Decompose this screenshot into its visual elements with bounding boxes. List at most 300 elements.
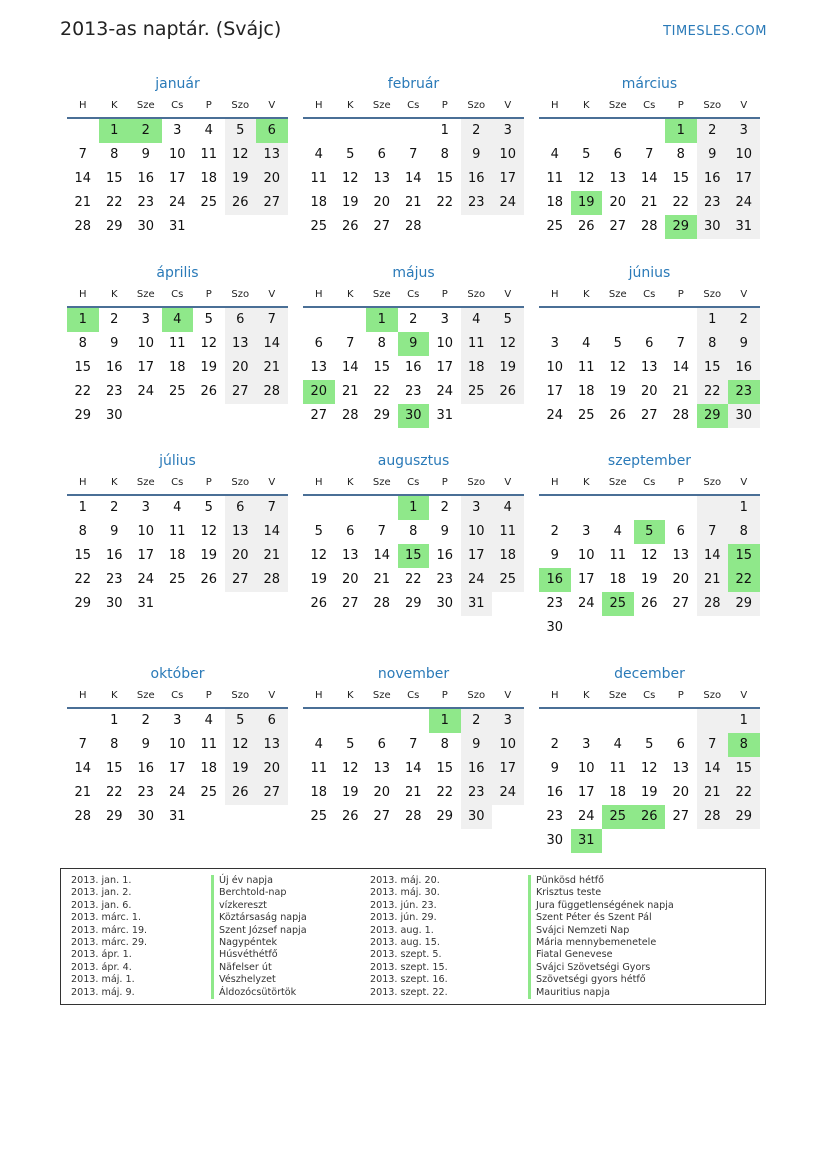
week-row [67, 568, 288, 592]
day-cell: 15 [672, 171, 690, 186]
day-cell: 1 [429, 709, 461, 733]
weekday-header [539, 685, 760, 709]
day-cell: 11 [310, 171, 328, 186]
week-row [67, 119, 288, 143]
day-cell: 13 [341, 548, 359, 563]
legend-holiday-name: Berchtold-nap [211, 887, 307, 899]
empty-cell [461, 404, 493, 428]
weekday-label: Cs [407, 100, 420, 111]
day-cell: 4 [314, 147, 323, 162]
week-row [67, 733, 288, 757]
day-cell: 16 [137, 171, 155, 186]
day-cell: 6 [346, 524, 355, 539]
weekday-label: Cs [643, 690, 656, 701]
day-cell: 7 [78, 737, 87, 752]
day-cell: 9 [728, 332, 760, 356]
day-cell: 19 [640, 572, 658, 587]
weekday-label: V [740, 289, 748, 300]
day-cell: 1 [697, 308, 729, 332]
day-cell: 12 [640, 761, 658, 776]
week-row [539, 733, 760, 757]
day-cell: 9 [461, 143, 493, 167]
day-cell: 19 [225, 757, 257, 781]
day-cell: 24 [577, 809, 595, 824]
day-cell: 21 [373, 572, 391, 587]
day-cell: 26 [225, 191, 257, 215]
day-cell: 21 [640, 195, 658, 210]
day-cell: 17 [728, 167, 760, 191]
weekday-label: V [268, 100, 276, 111]
empty-cell [303, 308, 335, 332]
day-cell: 6 [676, 524, 685, 539]
day-cell: 17 [436, 360, 454, 375]
day-cell: 10 [137, 336, 155, 351]
day-cell: 22 [404, 572, 422, 587]
day-cell: 31 [137, 596, 155, 611]
day-cell: 20 [256, 757, 288, 781]
month-name: szeptember [607, 453, 692, 469]
month-12 [539, 660, 760, 853]
day-cell: 13 [256, 143, 288, 167]
day-cell: 18 [546, 195, 564, 210]
day-cell: 19 [225, 167, 257, 191]
legend-holiday-name: Nagypéntek [211, 937, 307, 949]
day-cell: 21 [341, 384, 359, 399]
day-cell: 26 [634, 805, 666, 829]
empty-cell [697, 829, 729, 853]
day-cell: 25 [168, 384, 186, 399]
day-cell: 5 [204, 500, 213, 515]
day-cell: 21 [404, 785, 422, 800]
empty-cell [665, 308, 697, 332]
day-cell: 31 [461, 592, 493, 616]
day-cell: 3 [492, 709, 524, 733]
day-cell: 26 [609, 408, 627, 423]
day-cell: 4 [492, 496, 524, 520]
day-cell: 21 [256, 356, 288, 380]
weekday-label: K [346, 690, 354, 701]
legend-holiday-date: 2013. szept. 22. [370, 986, 448, 998]
day-cell: 30 [137, 809, 155, 824]
week-row [303, 781, 524, 805]
weekday-label: Szo [467, 477, 486, 488]
week-row [67, 781, 288, 805]
empty-cell [225, 404, 257, 428]
day-cell: 16 [105, 548, 123, 563]
legend-holiday-name: Áldozócsütörtök [211, 987, 307, 999]
day-cell: 30 [436, 596, 454, 611]
week-row [539, 308, 760, 332]
day-cell: 17 [546, 384, 564, 399]
legend-holiday-name: Fiatal Genevese [528, 949, 674, 961]
month-10 [67, 660, 288, 829]
week-row [67, 215, 288, 239]
day-cell: 17 [137, 548, 155, 563]
weekday-label: Sze [608, 100, 627, 111]
empty-cell [193, 592, 225, 616]
day-cell: 8 [110, 147, 119, 162]
day-cell: 25 [200, 195, 218, 210]
day-cell: 15 [373, 360, 391, 375]
day-cell: 12 [640, 548, 658, 563]
holiday-legend [60, 868, 766, 1005]
day-cell: 30 [546, 833, 564, 848]
day-cell: 27 [225, 568, 257, 592]
week-row [539, 709, 760, 733]
day-cell: 28 [697, 592, 729, 616]
day-cell: 25 [310, 809, 328, 824]
weekday-label: P [205, 690, 212, 701]
day-cell: 13 [373, 171, 391, 186]
day-cell: 20 [640, 384, 658, 399]
week-row [539, 829, 760, 853]
month-name: március [621, 76, 678, 92]
weekday-label: K [110, 477, 118, 488]
day-cell: 1 [78, 500, 87, 515]
day-cell: 25 [492, 568, 524, 592]
month-9 [539, 447, 760, 640]
day-cell: 7 [645, 147, 654, 162]
day-cell: 1 [728, 709, 760, 733]
day-cell: 17 [137, 360, 155, 375]
empty-cell [256, 805, 288, 829]
legend-holiday-date: 2013. szept. 16. [370, 974, 448, 986]
day-cell: 14 [341, 360, 359, 375]
day-cell: 24 [137, 572, 155, 587]
empty-cell [162, 404, 194, 428]
week-row [303, 356, 524, 380]
empty-cell [665, 616, 697, 640]
weekday-label: Szo [231, 289, 250, 300]
month-name: április [156, 265, 199, 281]
weekday-label: K [346, 477, 354, 488]
empty-cell [492, 215, 524, 239]
weekday-label: H [550, 100, 559, 111]
day-cell: 17 [168, 171, 186, 186]
day-cell: 14 [640, 171, 658, 186]
day-cell: 14 [74, 171, 92, 186]
day-cell: 19 [200, 360, 218, 375]
day-cell: 12 [609, 360, 627, 375]
day-cell: 2 [697, 119, 729, 143]
day-cell: 7 [697, 733, 729, 757]
day-cell: 2 [110, 500, 119, 515]
day-cell: 10 [436, 336, 454, 351]
day-cell: 25 [200, 785, 218, 800]
weekday-label: H [78, 477, 87, 488]
week-row [303, 496, 524, 520]
day-cell: 5 [645, 737, 654, 752]
day-cell: 3 [173, 123, 182, 138]
day-cell: 5 [492, 308, 524, 332]
weekday-header [303, 685, 524, 709]
day-cell: 17 [168, 761, 186, 776]
empty-cell [398, 119, 430, 143]
day-cell: 20 [256, 167, 288, 191]
week-row [539, 805, 760, 829]
empty-cell [602, 709, 634, 733]
week-row [303, 119, 524, 143]
day-cell: 13 [225, 520, 257, 544]
weekday-label: Szo [703, 477, 722, 488]
day-cell: 2 [550, 524, 559, 539]
empty-cell [539, 119, 571, 143]
day-cell: 31 [728, 215, 760, 239]
day-cell: 8 [728, 520, 760, 544]
day-cell: 25 [602, 592, 634, 616]
empty-cell [461, 215, 493, 239]
day-cell: 26 [341, 219, 359, 234]
legend-holiday-date: 2013. jan. 1. [71, 875, 132, 886]
day-cell: 3 [550, 336, 559, 351]
empty-cell [67, 119, 99, 143]
empty-cell [602, 496, 634, 520]
month-4 [67, 259, 288, 428]
day-cell: 14 [256, 332, 288, 356]
empty-cell [162, 592, 194, 616]
day-cell: 4 [550, 147, 559, 162]
empty-cell [634, 119, 666, 143]
weekday-label: Sze [608, 690, 627, 701]
day-cell: 29 [105, 219, 123, 234]
day-cell: 29 [728, 592, 760, 616]
day-cell: 2 [440, 500, 449, 515]
weekday-header [539, 95, 760, 119]
day-cell: 10 [577, 548, 595, 563]
day-cell: 25 [461, 380, 493, 404]
day-cell: 4 [582, 336, 591, 351]
day-cell: 26 [200, 384, 218, 399]
day-cell: 15 [728, 757, 760, 781]
day-cell: 7 [78, 147, 87, 162]
legend-holiday-name: Mauritius napja [528, 987, 674, 999]
day-cell: 23 [404, 384, 422, 399]
day-cell: 5 [314, 524, 323, 539]
day-cell: 28 [404, 219, 422, 234]
day-cell: 9 [697, 143, 729, 167]
day-cell: 15 [74, 360, 92, 375]
month-name: december [614, 666, 685, 682]
day-cell: 3 [492, 119, 524, 143]
day-cell: 17 [577, 572, 595, 587]
day-cell: 10 [137, 524, 155, 539]
day-cell: 26 [640, 596, 658, 611]
week-row [67, 805, 288, 829]
day-cell: 25 [577, 408, 595, 423]
day-cell: 7 [409, 147, 418, 162]
day-cell: 30 [546, 620, 564, 635]
weekday-label: P [441, 477, 448, 488]
day-cell: 14 [256, 520, 288, 544]
weekday-label: P [441, 100, 448, 111]
week-row [539, 332, 760, 356]
day-cell: 3 [440, 312, 449, 327]
week-row [303, 167, 524, 191]
legend-holiday-name: Szent Péter és Szent Pál [528, 912, 674, 924]
week-row [303, 332, 524, 356]
day-cell: 23 [461, 781, 493, 805]
day-cell: 18 [200, 171, 218, 186]
day-cell: 12 [341, 171, 359, 186]
day-cell: 18 [577, 384, 595, 399]
day-cell: 2 [409, 312, 418, 327]
day-cell: 17 [492, 167, 524, 191]
day-cell: 3 [141, 312, 150, 327]
empty-cell [539, 496, 571, 520]
empty-cell [225, 215, 257, 239]
day-cell: 11 [200, 147, 218, 162]
day-cell: 13 [640, 360, 658, 375]
day-cell: 3 [461, 496, 493, 520]
day-cell: 8 [78, 336, 87, 351]
day-cell: 2 [461, 119, 493, 143]
legend-holiday-date: 2013. máj. 30. [370, 887, 440, 899]
day-cell: 11 [546, 171, 564, 186]
day-cell: 16 [436, 548, 454, 563]
month-name: május [392, 265, 435, 281]
empty-cell [429, 215, 461, 239]
day-cell: 4 [613, 524, 622, 539]
week-row [539, 592, 760, 616]
day-cell: 26 [225, 781, 257, 805]
weekday-header [67, 685, 288, 709]
weekday-label: V [268, 289, 276, 300]
weekday-label: P [677, 690, 684, 701]
day-cell: 22 [728, 568, 760, 592]
empty-cell [697, 616, 729, 640]
weekday-label: Szo [703, 100, 722, 111]
week-row [67, 757, 288, 781]
weekday-label: V [740, 690, 748, 701]
weekday-label: Sze [608, 477, 627, 488]
legend-holiday-date: 2013. márc. 29. [71, 937, 148, 949]
empty-cell [398, 709, 430, 733]
empty-cell [665, 496, 697, 520]
legend-holiday-name: Näfelser út [211, 962, 307, 974]
weekday-header [539, 472, 760, 496]
week-row [539, 356, 760, 380]
day-cell: 21 [672, 384, 690, 399]
legend-holiday-date: 2013. aug. 1. [370, 924, 434, 936]
day-cell: 24 [436, 384, 454, 399]
day-cell: 8 [676, 147, 685, 162]
empty-cell [335, 308, 367, 332]
week-row [67, 143, 288, 167]
day-cell: 2 [141, 713, 150, 728]
day-cell: 16 [728, 356, 760, 380]
day-cell: 24 [137, 384, 155, 399]
legend-holiday-date: 2013. jún. 29. [370, 912, 437, 924]
empty-cell [602, 308, 634, 332]
weekday-label: Cs [643, 100, 656, 111]
day-cell: 25 [168, 572, 186, 587]
day-cell: 6 [256, 709, 288, 733]
day-cell: 16 [539, 568, 571, 592]
month-7 [67, 447, 288, 616]
day-cell: 4 [162, 308, 194, 332]
weekday-header [67, 95, 288, 119]
legend-holiday-name: vízkereszt [211, 900, 307, 912]
day-cell: 31 [436, 408, 454, 423]
legend-holiday-name: Szent József napja [211, 925, 307, 937]
week-row [539, 616, 760, 640]
empty-cell [665, 829, 697, 853]
weekday-label: H [550, 289, 559, 300]
day-cell: 22 [74, 384, 92, 399]
day-cell: 30 [105, 408, 123, 423]
legend-dates-col1 [71, 875, 147, 999]
day-cell: 28 [74, 809, 92, 824]
day-cell: 24 [728, 191, 760, 215]
day-cell: 19 [341, 785, 359, 800]
empty-cell [492, 805, 524, 829]
day-cell: 12 [200, 524, 218, 539]
empty-cell [193, 805, 225, 829]
day-cell: 16 [105, 360, 123, 375]
day-cell: 9 [141, 147, 150, 162]
day-cell: 16 [546, 785, 564, 800]
weekday-header [303, 95, 524, 119]
day-cell: 31 [168, 809, 186, 824]
day-cell: 10 [168, 147, 186, 162]
day-cell: 5 [634, 520, 666, 544]
week-row [539, 544, 760, 568]
weekday-header [67, 472, 288, 496]
day-cell: 2 [130, 119, 162, 143]
week-row [303, 308, 524, 332]
day-cell: 11 [200, 737, 218, 752]
weekday-label: H [78, 289, 87, 300]
month-2 [303, 70, 524, 239]
day-cell: 27 [672, 809, 690, 824]
weekday-label: V [740, 100, 748, 111]
day-cell: 8 [440, 147, 449, 162]
day-cell: 18 [609, 572, 627, 587]
weekday-label: Cs [171, 477, 184, 488]
day-cell: 4 [204, 123, 213, 138]
day-cell: 8 [409, 524, 418, 539]
weekday-label: Szo [231, 100, 250, 111]
day-cell: 4 [314, 737, 323, 752]
day-cell: 6 [256, 119, 288, 143]
day-cell: 3 [582, 737, 591, 752]
week-row [539, 143, 760, 167]
weekday-label: Cs [643, 289, 656, 300]
week-row [303, 544, 524, 568]
brand-logo[interactable]: TIMESLES.COM [663, 24, 767, 39]
legend-holiday-name: Svájci Szövetségi Gyors [528, 962, 674, 974]
empty-cell [256, 215, 288, 239]
legend-holiday-date: 2013. szept. 5. [370, 949, 442, 961]
day-cell: 1 [99, 119, 131, 143]
day-cell: 21 [256, 544, 288, 568]
day-cell: 3 [728, 119, 760, 143]
empty-cell [634, 709, 666, 733]
day-cell: 14 [404, 761, 422, 776]
week-row [539, 119, 760, 143]
day-cell: 19 [341, 195, 359, 210]
day-cell: 25 [546, 219, 564, 234]
day-cell: 18 [200, 761, 218, 776]
week-row [67, 380, 288, 404]
weekday-label: H [550, 477, 559, 488]
day-cell: 14 [74, 761, 92, 776]
day-cell: 29 [665, 215, 697, 239]
empty-cell [571, 496, 603, 520]
day-cell: 18 [492, 544, 524, 568]
day-cell: 27 [373, 809, 391, 824]
legend-holiday-name: Pünkösd hétfő [528, 875, 674, 887]
